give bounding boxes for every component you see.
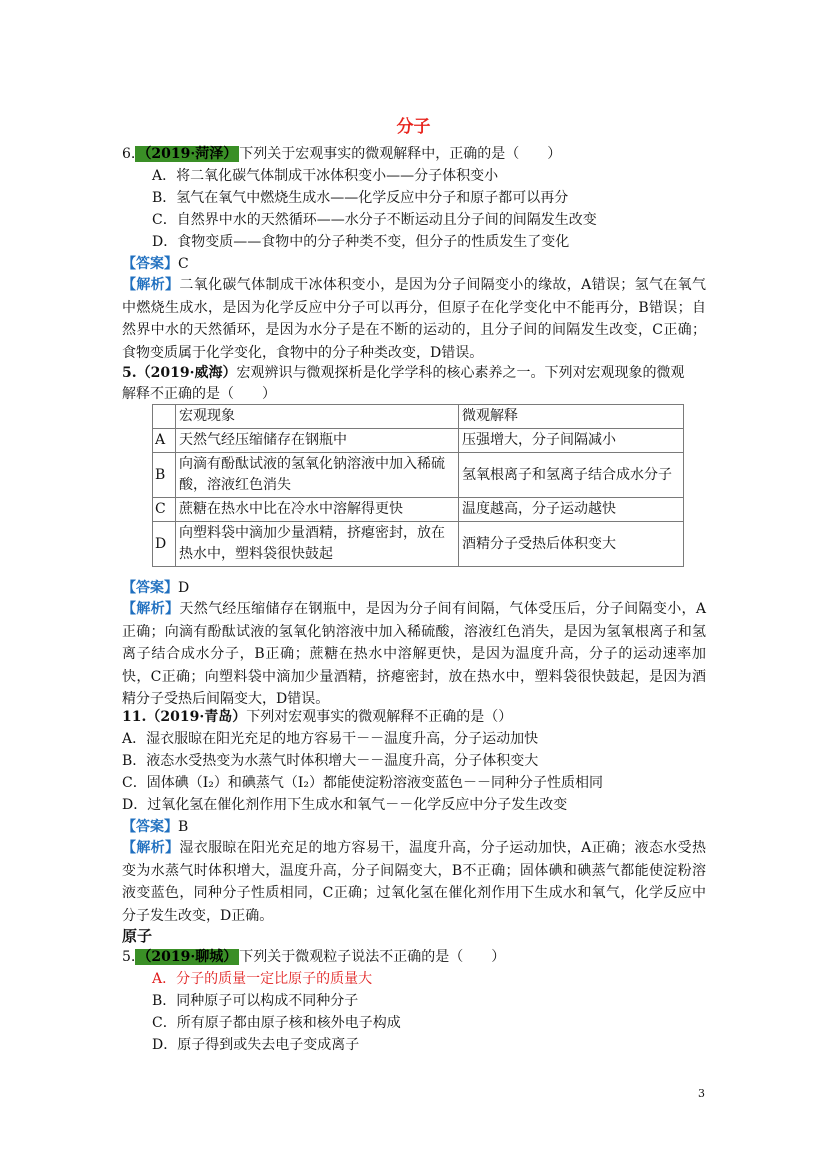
q11-option-b: B．液态水受热变为水蒸气时体积增大－－温度升高，分子体积变大 bbox=[122, 753, 539, 769]
q5b-text: 下列关于微观粒子说法不正确的是（ ） bbox=[239, 949, 506, 965]
q6-option-a: A．将二氧化碳气体制成干冰体积变小——分子体积变小 bbox=[152, 168, 499, 184]
page-number: 3 bbox=[698, 1087, 705, 1100]
table-row bbox=[153, 429, 684, 453]
table-cell: 酒精分子受热后体积变大 bbox=[459, 522, 684, 567]
q11-option-c: C．固体碘（I₂）和碘蒸气（I₂）都能使淀粉溶液变蓝色－－同种分子性质相同 bbox=[122, 775, 603, 791]
q6-analysis-text: 二氧化碳气体制成干冰体积变小，是因为分子间隔变小的缘故，A错误；氢气在氧气中燃烧生成水，是因为化学反应中分子可以再分，但原子在化学变化中不能再分，B错误；自然界中水的天然循环，是因为水分子是在不断的运动的，且分子间的间隔发生改变，C正确；食物变质属于化学变化，食物中的分子种类改变，D错误。 bbox=[122, 277, 707, 361]
q6-stem bbox=[122, 143, 561, 165]
table-header-cell: 微观解释 bbox=[459, 405, 684, 429]
q11-analysis-text: 湿衣服晾在阳光充足的地方容易干，温度升高，分子运动加快，A正确；液态水受热变为水蒸气时体积增大，温度升高，分子间隔变大，B不正确；固体碘和碘蒸气都能使淀粉溶液变蓝色，同种分子性质相同，C正确；过氧化氢在催化剂作用下生成水和氧气，化学反应中分子发生改变，D正确。 bbox=[122, 840, 707, 924]
q6-option-d: D．食物变质——食物中的分子种类不变，但分子的性质发生了变化 bbox=[152, 234, 570, 250]
q11-analysis bbox=[122, 837, 706, 927]
q5b-source: （2019·聊城） bbox=[137, 949, 238, 965]
q5b-option-b: B．同种原子可以构成不同种分子 bbox=[152, 993, 359, 1009]
analysis-tag: 【解析】 bbox=[122, 601, 180, 617]
q5a-source: （2019·威海） bbox=[136, 365, 237, 381]
q6-number: 6. bbox=[122, 146, 136, 162]
table-cell: B bbox=[153, 453, 176, 498]
q11-answer-value: B bbox=[178, 819, 189, 835]
q5b-number: 5. bbox=[122, 949, 136, 965]
q5b-option-a: A．分子的质量一定比原子的质量大 bbox=[152, 971, 373, 987]
q5a-answer-value: D bbox=[178, 580, 190, 596]
analysis-tag: 【解析】 bbox=[122, 840, 180, 856]
q6-option-c: C．自然界中水的天然循环——水分子不断运动且分子间的间隔发生改变 bbox=[152, 212, 597, 228]
table-cell: 天然气经压缩储存在钢瓶中 bbox=[176, 429, 459, 453]
q11-number: 11. bbox=[122, 709, 147, 725]
q6-source: （2019·菏泽） bbox=[137, 146, 238, 162]
table-header-cell bbox=[153, 405, 176, 429]
answer-tag: 【答案】 bbox=[122, 819, 178, 835]
table-cell: 氢氧根离子和氢离子结合成水分子 bbox=[459, 453, 684, 498]
q6-answer bbox=[122, 253, 189, 275]
q5b-stem bbox=[122, 946, 505, 968]
q6-text: 下列关于宏观事实的微观解释中，正确的是（ ） bbox=[239, 146, 562, 162]
table-cell: A bbox=[153, 429, 176, 453]
table-header-cell: 宏观现象 bbox=[176, 405, 459, 429]
q5a-text-1: 宏观辨识与微观探析是化学学科的核心素养之一。下列对宏观现象的微观 bbox=[236, 365, 685, 381]
q11-text: 下列对宏观事实的微观解释不正确的是（） bbox=[246, 709, 513, 725]
table-cell: C bbox=[153, 498, 176, 522]
q6-answer-value: C bbox=[178, 256, 189, 272]
q5b-option-c: C．所有原子都由原子核和核外电子构成 bbox=[152, 1015, 401, 1031]
table-cell: 压强增大，分子间隔减小 bbox=[459, 429, 684, 453]
answer-tag: 【答案】 bbox=[122, 256, 178, 272]
q5b-option-d: D．原子得到或失去电子变成离子 bbox=[152, 1037, 360, 1053]
section-heading: 原子 bbox=[122, 927, 153, 945]
q5a-number: 5. bbox=[122, 365, 137, 381]
q5a-answer bbox=[122, 577, 189, 599]
table-cell: D bbox=[153, 522, 176, 567]
answer-tag: 【答案】 bbox=[122, 580, 178, 596]
q5a-stem bbox=[122, 362, 684, 384]
table-cell: 向塑料袋中滴加少量酒精，挤瘪密封，放在热水中，塑料袋很快鼓起 bbox=[176, 522, 459, 567]
q11-answer bbox=[122, 816, 188, 838]
q5a-analysis-text: 天然气经压缩储存在钢瓶中，是因为分子间有间隔，气体受压后，分子间隔变小，A正确；向滴有酚酞试液的氢氧化钠溶液中加入稀硫酸，溶液红色消失，是因为氢氧根离子和氢离子结合成水分子，B正确；蔗糖在热水中溶解更快，是因为温度升高，分子的运动速率加快，C正确；向塑料袋中滴加少量酒精，挤瘪密封，放在热水中，塑料袋很快鼓起，是因为酒精分子受热后间隔变大，D错误。 bbox=[122, 601, 707, 708]
table-cell: 向滴有酚酞试液的氢氧化钠溶液中加入稀硫酸，溶液红色消失 bbox=[176, 453, 459, 498]
table-row bbox=[153, 522, 684, 567]
table-row bbox=[153, 453, 684, 498]
q6-option-b: B．氢气在氧气中燃烧生成水——化学反应中分子和原子都可以再分 bbox=[152, 190, 569, 206]
q11-option-a: A．湿衣服晾在阳光充足的地方容易干－－温度升高，分子运动加快 bbox=[122, 731, 539, 747]
analysis-tag: 【解析】 bbox=[122, 277, 180, 293]
q11-stem bbox=[122, 706, 512, 728]
table-cell: 蔗糖在热水中比在冷水中溶解得更快 bbox=[176, 498, 459, 522]
q11-source: （2019·青岛） bbox=[146, 709, 247, 725]
q5a-table bbox=[152, 404, 684, 567]
section-title: 分子 bbox=[396, 117, 431, 137]
table-row bbox=[153, 498, 684, 522]
q5a-analysis bbox=[122, 598, 706, 711]
q5a-stem-2: 解释不正确的是（ ） bbox=[122, 386, 276, 402]
q6-analysis bbox=[122, 274, 706, 364]
table-header-row bbox=[153, 405, 684, 429]
table-cell: 温度越高，分子运动越快 bbox=[459, 498, 684, 522]
q11-option-d: D．过氧化氢在催化剂作用下生成水和氧气－－化学反应中分子发生改变 bbox=[122, 797, 568, 813]
